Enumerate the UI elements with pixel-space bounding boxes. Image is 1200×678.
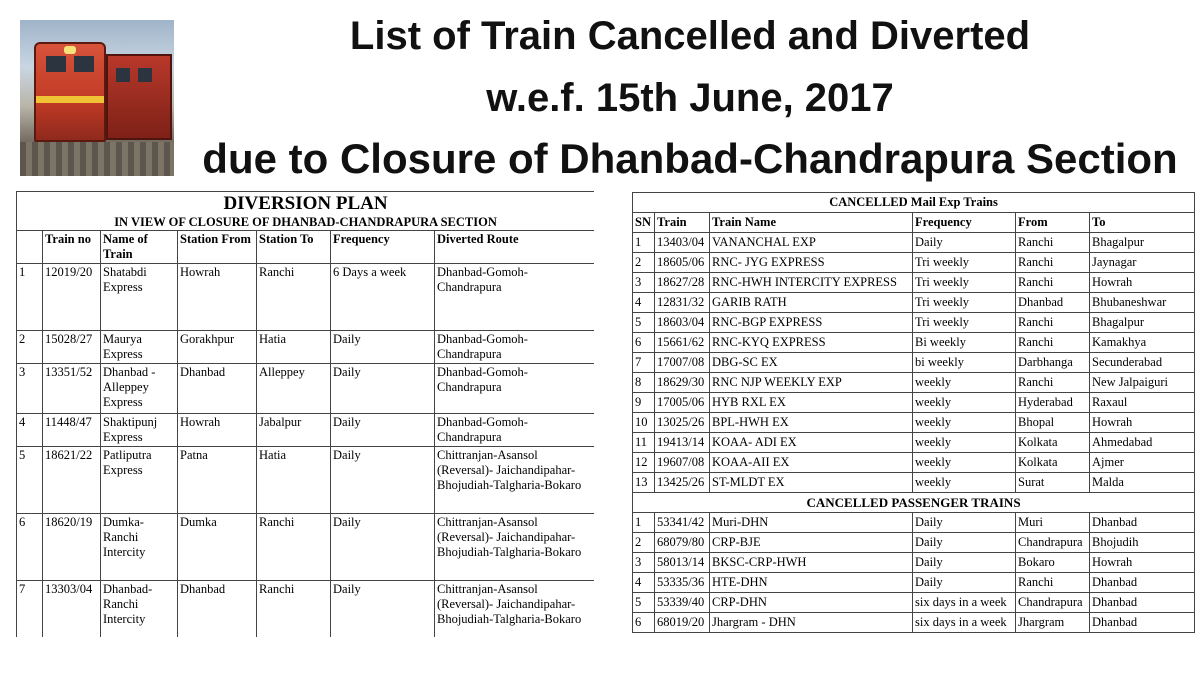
cancelled-cell-sn: 6 bbox=[633, 613, 655, 633]
cancelled-cell-sn: 3 bbox=[633, 553, 655, 573]
cancelled-cell-to: Secunderabad bbox=[1090, 353, 1195, 373]
diversion-header-row bbox=[17, 231, 595, 264]
diversion-col-header: Frequency bbox=[331, 231, 435, 264]
table-row bbox=[633, 533, 1195, 553]
cancelled-cell-frequency: Tri weekly bbox=[913, 273, 1016, 293]
diversion-cell-from: Dhanbad bbox=[178, 581, 257, 638]
diversion-cell-train-no: 15028/27 bbox=[43, 331, 101, 364]
diversion-col-header: Station From bbox=[178, 231, 257, 264]
cancelled-col-header: Train bbox=[655, 213, 710, 233]
cancelled-cell-from: Ranchi bbox=[1016, 253, 1090, 273]
cancelled-cell-sn: 11 bbox=[633, 433, 655, 453]
diversion-col-header: Diverted Route bbox=[435, 231, 595, 264]
diversion-cell-name: Dumka-Ranchi Intercity bbox=[101, 514, 178, 581]
diversion-col-header: Station To bbox=[257, 231, 331, 264]
cancelled-cell-train: 53335/36 bbox=[655, 573, 710, 593]
cancelled-trains bbox=[632, 192, 1194, 633]
cancelled-col-header: To bbox=[1090, 213, 1195, 233]
cancelled-cell-frequency: weekly bbox=[913, 433, 1016, 453]
cancelled-cell-from: Ranchi bbox=[1016, 333, 1090, 353]
cancelled-cell-frequency: weekly bbox=[913, 453, 1016, 473]
diversion-cell-from: Howrah bbox=[178, 264, 257, 331]
table-row bbox=[633, 313, 1195, 333]
cancelled-cell-name: BKSC-CRP-HWH bbox=[710, 553, 913, 573]
diversion-cell-name: Dhanbad - Alleppey Express bbox=[101, 364, 178, 414]
cancelled-cell-train: 13403/04 bbox=[655, 233, 710, 253]
diversion-cell-route: Dhanbad-Gomoh-Chandrapura bbox=[435, 331, 595, 364]
cancelled-cell-name: VANANCHAL EXP bbox=[710, 233, 913, 253]
cancelled-cell-train: 17007/08 bbox=[655, 353, 710, 373]
cancelled-cell-sn: 1 bbox=[633, 233, 655, 253]
cancelled-cell-to: Ajmer bbox=[1090, 453, 1195, 473]
cancelled-cell-name: DBG-SC EX bbox=[710, 353, 913, 373]
diversion-cell-train-no: 18620/19 bbox=[43, 514, 101, 581]
diversion-cell-route: Chittranjan-Asansol (Reversal)- Jaichandipahar-Bhojudiah-Talgharia-Bokaro bbox=[435, 514, 595, 581]
diversion-cell-sn: 4 bbox=[17, 414, 43, 447]
table-row bbox=[17, 331, 595, 364]
cancelled-cell-sn: 3 bbox=[633, 273, 655, 293]
diversion-cell-frequency: Daily bbox=[331, 331, 435, 364]
cancelled-cell-name: CRP-BJE bbox=[710, 533, 913, 553]
cancelled-cell-to: Howrah bbox=[1090, 273, 1195, 293]
cancelled-cell-sn: 8 bbox=[633, 373, 655, 393]
cancelled-cell-to: Kamakhya bbox=[1090, 333, 1195, 353]
cancelled-cell-from: Chandrapura bbox=[1016, 533, 1090, 553]
diversion-cell-route: Dhanbad-Gomoh-Chandrapura bbox=[435, 364, 595, 414]
cancelled-cell-to: Malda bbox=[1090, 473, 1195, 493]
cancelled-cell-from: Bhopal bbox=[1016, 413, 1090, 433]
table-row bbox=[17, 581, 595, 638]
cancelled-cell-train: 19607/08 bbox=[655, 453, 710, 473]
cancelled-cell-from: Dhanbad bbox=[1016, 293, 1090, 313]
diversion-cell-train-no: 12019/20 bbox=[43, 264, 101, 331]
diversion-col-header: Name of Train bbox=[101, 231, 178, 264]
cancelled-cell-from: Ranchi bbox=[1016, 313, 1090, 333]
diversion-cell-to: Alleppey bbox=[257, 364, 331, 414]
diversion-cell-frequency: Daily bbox=[331, 414, 435, 447]
cancelled-cell-to: Jaynagar bbox=[1090, 253, 1195, 273]
diversion-cell-sn: 5 bbox=[17, 447, 43, 514]
cancelled-cell-from: Ranchi bbox=[1016, 373, 1090, 393]
cancelled-cell-sn: 1 bbox=[633, 513, 655, 533]
cancelled-cell-sn: 6 bbox=[633, 333, 655, 353]
table-row bbox=[633, 433, 1195, 453]
cancelled-cell-sn: 13 bbox=[633, 473, 655, 493]
cancelled-cell-sn: 2 bbox=[633, 533, 655, 553]
cancelled-cell-train: 17005/06 bbox=[655, 393, 710, 413]
cancelled-cell-train: 53341/42 bbox=[655, 513, 710, 533]
table-row bbox=[633, 613, 1195, 633]
diversion-cell-frequency: Daily bbox=[331, 447, 435, 514]
cancelled-cell-name: RNC-KYQ EXPRESS bbox=[710, 333, 913, 353]
diversion-cell-from: Dhanbad bbox=[178, 364, 257, 414]
table-row bbox=[633, 593, 1195, 613]
cancelled-cell-frequency: Daily bbox=[913, 573, 1016, 593]
cancelled-cell-train: 12831/32 bbox=[655, 293, 710, 313]
cancelled-cell-frequency: weekly bbox=[913, 393, 1016, 413]
locomotive-shape bbox=[34, 42, 106, 142]
table-row bbox=[633, 393, 1195, 413]
table-row bbox=[633, 553, 1195, 573]
cancelled-cell-from: Hyderabad bbox=[1016, 393, 1090, 413]
diversion-cell-name: Dhanbad-Ranchi Intercity bbox=[101, 581, 178, 638]
diversion-cell-frequency: Daily bbox=[331, 581, 435, 638]
cancelled-cell-name: RNC- JYG EXPRESS bbox=[710, 253, 913, 273]
cancelled-cell-train: 15661/62 bbox=[655, 333, 710, 353]
cancelled-cell-train: 18605/06 bbox=[655, 253, 710, 273]
cancelled-cell-frequency: six days in a week bbox=[913, 593, 1016, 613]
diversion-cell-train-no: 13303/04 bbox=[43, 581, 101, 638]
cancelled-cell-sn: 4 bbox=[633, 293, 655, 313]
table-row bbox=[17, 264, 595, 331]
diversion-col-header: Train no bbox=[43, 231, 101, 264]
cancelled-cell-to: Bhagalpur bbox=[1090, 313, 1195, 333]
cancelled-cell-train: 58013/14 bbox=[655, 553, 710, 573]
diversion-cell-to: Hatia bbox=[257, 447, 331, 514]
cancelled-cell-from: Ranchi bbox=[1016, 233, 1090, 253]
cancelled-cell-frequency: Daily bbox=[913, 233, 1016, 253]
table-row bbox=[633, 353, 1195, 373]
diversion-cell-name: Patliputra Express bbox=[101, 447, 178, 514]
table-row bbox=[633, 473, 1195, 493]
diversion-caption bbox=[17, 192, 595, 231]
cancelled-cell-sn: 12 bbox=[633, 453, 655, 473]
page-title: List of Train Cancelled and Diverted bbox=[349, 14, 1031, 58]
cancelled-col-header: Train Name bbox=[710, 213, 913, 233]
mail-exp-section-title: CANCELLED Mail Exp Trains bbox=[633, 193, 1195, 213]
cancelled-table bbox=[632, 192, 1195, 633]
cancelled-cell-to: Dhanbad bbox=[1090, 513, 1195, 533]
diversion-cell-sn: 2 bbox=[17, 331, 43, 364]
diversion-cell-to: Hatia bbox=[257, 331, 331, 364]
diversion-cell-from: Dumka bbox=[178, 514, 257, 581]
diversion-cell-name: Shatabdi Express bbox=[101, 264, 178, 331]
diversion-cell-route: Chittranjan-Asansol (Reversal)- Jaichandipahar-Bhojudiah-Talgharia-Bokaro bbox=[435, 447, 595, 514]
cancelled-cell-to: New Jalpaiguri bbox=[1090, 373, 1195, 393]
table-row bbox=[17, 364, 595, 414]
diversion-cell-frequency: 6 Days a week bbox=[331, 264, 435, 331]
cancelled-cell-train: 13425/26 bbox=[655, 473, 710, 493]
cancelled-cell-frequency: Bi weekly bbox=[913, 333, 1016, 353]
cancelled-cell-from: Surat bbox=[1016, 473, 1090, 493]
diversion-cell-name: Maurya Express bbox=[101, 331, 178, 364]
cancelled-cell-to: Dhanbad bbox=[1090, 613, 1195, 633]
diversion-plan bbox=[16, 191, 594, 637]
cancelled-cell-name: Muri-DHN bbox=[710, 513, 913, 533]
diversion-cell-from: Gorakhpur bbox=[178, 331, 257, 364]
cancelled-cell-frequency: Tri weekly bbox=[913, 293, 1016, 313]
diversion-cell-sn: 1 bbox=[17, 264, 43, 331]
cancelled-cell-sn: 10 bbox=[633, 413, 655, 433]
cancelled-cell-train: 18603/04 bbox=[655, 313, 710, 333]
diversion-col-header bbox=[17, 231, 43, 264]
diversion-table bbox=[16, 191, 594, 637]
cancelled-cell-name: Jhargram - DHN bbox=[710, 613, 913, 633]
cancelled-cell-name: HYB RXL EX bbox=[710, 393, 913, 413]
cancelled-cell-frequency: Tri weekly bbox=[913, 313, 1016, 333]
cancelled-cell-sn: 9 bbox=[633, 393, 655, 413]
cancelled-cell-name: ST-MLDT EX bbox=[710, 473, 913, 493]
cancelled-cell-to: Bhubaneshwar bbox=[1090, 293, 1195, 313]
diversion-cell-train-no: 18621/22 bbox=[43, 447, 101, 514]
diversion-cell-frequency: Daily bbox=[331, 514, 435, 581]
coach-shape bbox=[106, 54, 172, 140]
table-row bbox=[633, 233, 1195, 253]
cancelled-cell-train: 13025/26 bbox=[655, 413, 710, 433]
cancelled-cell-frequency: weekly bbox=[913, 413, 1016, 433]
cancelled-cell-name: CRP-DHN bbox=[710, 593, 913, 613]
cancelled-cell-name: RNC-HWH INTERCITY EXPRESS bbox=[710, 273, 913, 293]
diversion-subtitle: IN VIEW OF CLOSURE OF DHANBAD-CHANDRAPURA SECTION bbox=[114, 215, 497, 229]
diversion-cell-route: Dhanbad-Gomoh-Chandrapura bbox=[435, 414, 595, 447]
cancelled-cell-name: GARIB RATH bbox=[710, 293, 913, 313]
diversion-cell-sn: 6 bbox=[17, 514, 43, 581]
diversion-cell-route: Chittranjan-Asansol (Reversal)- Jaichandipahar-Bhojudiah-Talgharia-Bokaro bbox=[435, 581, 595, 638]
cancelled-header-row bbox=[633, 213, 1195, 233]
cancelled-cell-name: BPL-HWH EX bbox=[710, 413, 913, 433]
cancelled-cell-sn: 5 bbox=[633, 593, 655, 613]
cancelled-col-header: From bbox=[1016, 213, 1090, 233]
diversion-cell-sn: 7 bbox=[17, 581, 43, 638]
table-row bbox=[633, 253, 1195, 273]
page-subtitle-date: w.e.f. 15th June, 2017 bbox=[486, 76, 894, 120]
cancelled-cell-from: Muri bbox=[1016, 513, 1090, 533]
cancelled-cell-frequency: Daily bbox=[913, 513, 1016, 533]
diversion-cell-route: Dhanbad-Gomoh-Chandrapura bbox=[435, 264, 595, 331]
table-row bbox=[17, 514, 595, 581]
cancelled-col-header: SN bbox=[633, 213, 655, 233]
diversion-cell-train-no: 11448/47 bbox=[43, 414, 101, 447]
table-row bbox=[633, 413, 1195, 433]
cancelled-cell-from: Jhargram bbox=[1016, 613, 1090, 633]
cancelled-cell-frequency: six days in a week bbox=[913, 613, 1016, 633]
diversion-cell-frequency: Daily bbox=[331, 364, 435, 414]
cancelled-cell-frequency: weekly bbox=[913, 473, 1016, 493]
passenger-section-title: CANCELLED PASSENGER TRAINS bbox=[633, 493, 1195, 513]
table-row bbox=[633, 273, 1195, 293]
page-subtitle-reason: due to Closure of Dhanbad-Chandrapura Section bbox=[202, 135, 1178, 182]
cancelled-cell-train: 68019/20 bbox=[655, 613, 710, 633]
cancelled-cell-from: Bokaro bbox=[1016, 553, 1090, 573]
table-row bbox=[633, 333, 1195, 353]
cancelled-cell-from: Chandrapura bbox=[1016, 593, 1090, 613]
cancelled-cell-frequency: weekly bbox=[913, 373, 1016, 393]
table-row bbox=[633, 573, 1195, 593]
cancelled-cell-from: Kolkata bbox=[1016, 433, 1090, 453]
cancelled-cell-name: HTE-DHN bbox=[710, 573, 913, 593]
cancelled-cell-frequency: Daily bbox=[913, 533, 1016, 553]
diversion-title: DIVERSION PLAN bbox=[223, 193, 388, 214]
diversion-cell-to: Ranchi bbox=[257, 514, 331, 581]
cancelled-cell-to: Dhanbad bbox=[1090, 593, 1195, 613]
cancelled-cell-from: Ranchi bbox=[1016, 273, 1090, 293]
cancelled-cell-frequency: Tri weekly bbox=[913, 253, 1016, 273]
cancelled-cell-name: KOAA- ADI EX bbox=[710, 433, 913, 453]
table-row bbox=[633, 453, 1195, 473]
locomotive-photo bbox=[20, 20, 174, 176]
cancelled-cell-sn: 5 bbox=[633, 313, 655, 333]
cancelled-cell-train: 53339/40 bbox=[655, 593, 710, 613]
cancelled-cell-frequency: bi weekly bbox=[913, 353, 1016, 373]
cancelled-cell-to: Ahmedabad bbox=[1090, 433, 1195, 453]
cancelled-cell-from: Darbhanga bbox=[1016, 353, 1090, 373]
cancelled-cell-to: Howrah bbox=[1090, 413, 1195, 433]
cancelled-cell-sn: 7 bbox=[633, 353, 655, 373]
cancelled-cell-sn: 2 bbox=[633, 253, 655, 273]
cancelled-cell-to: Bhojudih bbox=[1090, 533, 1195, 553]
table-row bbox=[17, 447, 595, 514]
diversion-cell-to: Ranchi bbox=[257, 264, 331, 331]
cancelled-cell-name: RNC-BGP EXPRESS bbox=[710, 313, 913, 333]
cancelled-cell-to: Howrah bbox=[1090, 553, 1195, 573]
diversion-cell-train-no: 13351/52 bbox=[43, 364, 101, 414]
diversion-cell-from: Patna bbox=[178, 447, 257, 514]
diversion-cell-to: Jabalpur bbox=[257, 414, 331, 447]
cancelled-cell-to: Bhagalpur bbox=[1090, 233, 1195, 253]
diversion-cell-from: Howrah bbox=[178, 414, 257, 447]
track-shape bbox=[20, 142, 174, 176]
table-row bbox=[17, 414, 595, 447]
cancelled-cell-from: Ranchi bbox=[1016, 573, 1090, 593]
cancelled-cell-to: Dhanbad bbox=[1090, 573, 1195, 593]
cancelled-col-header: Frequency bbox=[913, 213, 1016, 233]
cancelled-cell-sn: 4 bbox=[633, 573, 655, 593]
cancelled-cell-frequency: Daily bbox=[913, 553, 1016, 573]
diversion-cell-name: Shaktipunj Express bbox=[101, 414, 178, 447]
table-row bbox=[633, 373, 1195, 393]
cancelled-cell-from: Kolkata bbox=[1016, 453, 1090, 473]
cancelled-cell-train: 68079/80 bbox=[655, 533, 710, 553]
table-row bbox=[633, 513, 1195, 533]
cancelled-cell-name: RNC NJP WEEKLY EXP bbox=[710, 373, 913, 393]
cancelled-cell-to: Raxaul bbox=[1090, 393, 1195, 413]
cancelled-cell-train: 19413/14 bbox=[655, 433, 710, 453]
table-row bbox=[633, 293, 1195, 313]
diversion-cell-to: Ranchi bbox=[257, 581, 331, 638]
diversion-cell-sn: 3 bbox=[17, 364, 43, 414]
cancelled-cell-train: 18629/30 bbox=[655, 373, 710, 393]
cancelled-cell-train: 18627/28 bbox=[655, 273, 710, 293]
cancelled-cell-name: KOAA-AII EX bbox=[710, 453, 913, 473]
